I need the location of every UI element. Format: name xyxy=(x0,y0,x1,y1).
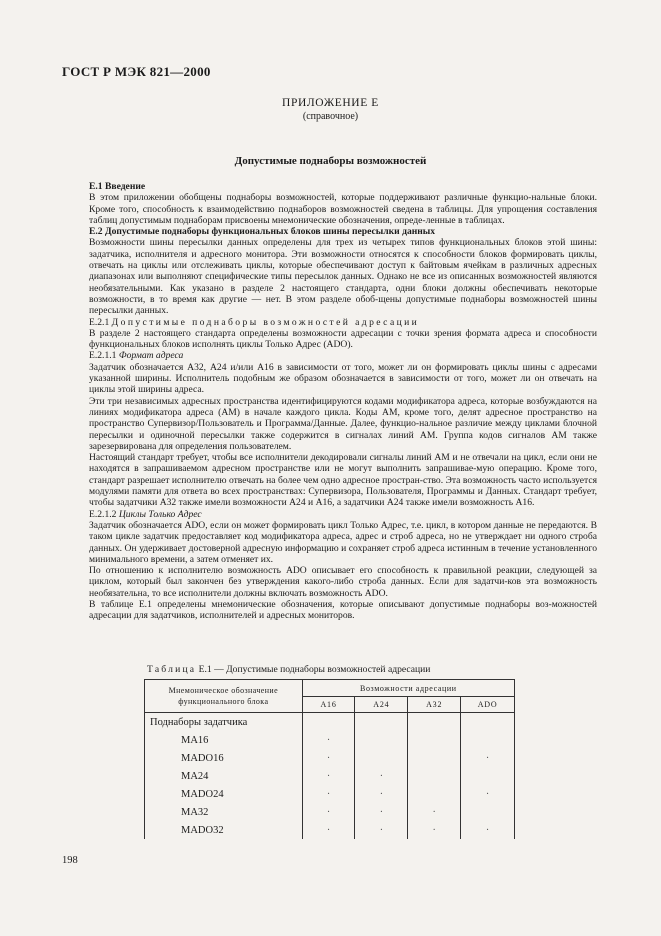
page-number: 198 xyxy=(62,855,78,866)
row-mnemonic: MADO32 xyxy=(145,821,303,839)
table-cell xyxy=(461,713,515,732)
row-mnemonic: MA24 xyxy=(145,767,303,785)
table-cell: · xyxy=(302,749,355,767)
heading-e211-number: Е.2.1.1 xyxy=(89,350,117,362)
table-row xyxy=(145,785,515,803)
table-cell xyxy=(408,749,461,767)
table-group-label: Поднаборы задатчика xyxy=(145,713,303,732)
paragraph-e211-1: Задатчик обозначается А32, А24 и/или А16 в зависимости от того, может ли он формировать циклы шины с адресами указанной ширины. Исполнитель подобным же образом обозначается в зависимости от того, может ли он отвечать на циклы этой ширины адреса. xyxy=(89,361,597,396)
table-cell: · xyxy=(461,785,515,803)
heading-e211-text: Формат адреса xyxy=(118,350,184,362)
paragraph-e211-3: Настоящий стандарт требует, чтобы все исполнители декодировали сигналы линий AM и не отвечали на цикл, если они не находятся в запрашиваемом адресном пространстве или не могут выполнить запрашивае-мую операцию. Кроме того, стандарт разрешает исполнителю отвечать на более чем одно адресное простран-ство. Эта возможность часто используется модулями памяти для ответа во всех пространствах: Супервизора, Пользователя, Программы и Данных. Стандарт требует, чтобы задатчики А32 также имели возможности А24 и А16, а задатчики А24 также имели возможность А16. xyxy=(89,452,597,509)
table-cell: · xyxy=(355,785,408,803)
body-text xyxy=(89,181,597,622)
table-cell: · xyxy=(408,803,461,821)
document-header: ГОСТ Р МЭК 821—2000 xyxy=(62,64,211,79)
paragraph-e21-1: В разделе 2 настоящего стандарта определены возможности адресации с точки зрения формата адреса и способности функциональных блоков исполнять циклы Только Адрес (ADO). xyxy=(89,327,597,351)
table-cell: · xyxy=(302,731,355,749)
heading-e212-number: Е.2.1.2 xyxy=(89,508,117,520)
table-cell xyxy=(408,767,461,785)
heading-e2 xyxy=(89,226,597,237)
table-header-col: ADO xyxy=(461,697,515,713)
table-header-col: А16 xyxy=(302,697,355,713)
table-cell: · xyxy=(461,821,515,839)
table-cell xyxy=(355,749,408,767)
table-row xyxy=(145,749,515,767)
table-row xyxy=(145,731,515,749)
table-cell xyxy=(461,767,515,785)
table-caption xyxy=(147,664,430,675)
section-title: Допустимые поднаборы возможностей xyxy=(234,155,427,167)
table-cell xyxy=(408,731,461,749)
heading-e2-text: Е.2 Допустимые поднаборы функциональных блоков шины пересылки данных xyxy=(89,226,436,238)
table-cell: · xyxy=(302,785,355,803)
appendix-title: ПРИЛОЖЕНИЕ Е xyxy=(282,97,379,109)
table-cell xyxy=(461,803,515,821)
table-header-mnemonic: Мнемоническое обозначение функционального блока xyxy=(145,680,303,713)
table-cell: · xyxy=(302,803,355,821)
table-header-col: А24 xyxy=(355,697,408,713)
table-cell xyxy=(408,713,461,732)
heading-e1 xyxy=(89,181,597,192)
addressing-capabilities-table xyxy=(144,679,515,839)
table-cell: · xyxy=(302,821,355,839)
table-cell: · xyxy=(355,803,408,821)
heading-e211 xyxy=(89,350,597,361)
paragraph-e212-1: Задатчик обозначается ADO, если он может формировать цикл Только Адрес, т.е. цикл, в котором данные не передаются. В таком цикле задатчик предоставляет код модификатора адреса, адрес и строб адреса, но не утверждает ни одного строба данных. Он удерживает достоверной адресную информацию и сохраняет строб адреса истинным в течение установленного минимального времени, а затем отменяет их. xyxy=(89,519,597,565)
table-caption-text: Е.1 — Допустимые поднаборы возможностей адресации xyxy=(198,664,431,675)
table-cell xyxy=(355,731,408,749)
table-cell: · xyxy=(461,749,515,767)
table-cell: · xyxy=(302,767,355,785)
paragraph-e212-2: По отношению к исполнителю возможность ADO описывает его способность к правильной реакции, следующей за циклом, который был закончен без утверждения какого-либо строба данных. Если для задатчи-ков эта возможность необязательна, то все исполнители должны включать возможность ADO. xyxy=(89,565,597,599)
heading-e212-text: Циклы Только Адрес xyxy=(118,508,202,520)
table-cell xyxy=(302,713,355,732)
table-row xyxy=(145,767,515,785)
table-header-group: Возможности адресации xyxy=(302,680,514,697)
heading-e212 xyxy=(89,509,597,520)
row-mnemonic: MA16 xyxy=(145,731,303,749)
row-mnemonic: MADO24 xyxy=(145,785,303,803)
table-cell xyxy=(461,731,515,749)
table-row xyxy=(145,803,515,821)
paragraph-e1-1: В этом приложении обобщены поднаборы возможностей, которые поддерживают различные функцио-нальные блоки. Кроме того, способность к взаимодействию поднаборов возможностей сведена в таблицы. Для упрощения составления таблиц допустимым поднаборам присвоены мнемонические обозначения, опреде-ленные в таблицах. xyxy=(89,192,597,226)
table-cell: · xyxy=(408,821,461,839)
table-cell xyxy=(355,713,408,732)
table-cell: · xyxy=(355,767,408,785)
table-cell: · xyxy=(355,821,408,839)
heading-e21 xyxy=(89,317,597,328)
row-mnemonic: MA32 xyxy=(145,803,303,821)
paragraph-e2-1: Возможности шины пересылки данных определены для трех из четырех типов функциональных блоков этой шины: задатчика, исполнителя и адресного монитора. Эти возможности относятся к способности блоков формировать циклы, отвечать на циклы или отслеживать циклы, которые обеспечивают доступ к байтовым ячейкам в различных адресных диапазонах или выполняют специфические типы пересылок данных. Однако не все из описанных возможностей являются необязательными. Как указано в разделе 2 настоящего стандарта, одни блоки должны обеспечивать некоторые возможности, в то время как другие — нет. В этом разделе обоб-щены допустимые поднаборы возможностей шины пересылки данных. xyxy=(89,237,597,317)
heading-e21-text: Допустимые поднаборы возможностей адресации xyxy=(111,316,420,328)
paragraph-e211-2: Эти три независимых адресных пространства идентифицируются кодами модификатора адреса, которые возбуждаются на линиях модификатора адреса (AM) в начале каждого цикла. Коды AM, кроме того, делят адресное пространство на пространство Супервизор/Пользователь и Программа/Данные. Далее, функцио-нальное различие между циклами блочной пересылки и одиночной пересылки также содержится в сигналах линий AM. Группа кодов сигналов AM также зарезервирована для определения пользователем. xyxy=(89,395,597,452)
table-caption-prefix: Таблица xyxy=(147,664,197,675)
heading-e21-number: Е.2.1 xyxy=(89,316,110,328)
appendix-subtitle: (справочное) xyxy=(302,111,359,122)
heading-e1-text: Е.1 Введение xyxy=(89,181,146,192)
table-row xyxy=(145,821,515,839)
table-group-row xyxy=(145,713,515,732)
table-header-col: А32 xyxy=(408,697,461,713)
paragraph-e212-3: В таблице Е.1 определены мнемонические обозначения, которые описывают допустимые поднаборы воз-можностей адресации для задатчиков, исполнителей и адресных мониторов. xyxy=(89,598,597,622)
table-cell xyxy=(408,785,461,803)
row-mnemonic: MADO16 xyxy=(145,749,303,767)
